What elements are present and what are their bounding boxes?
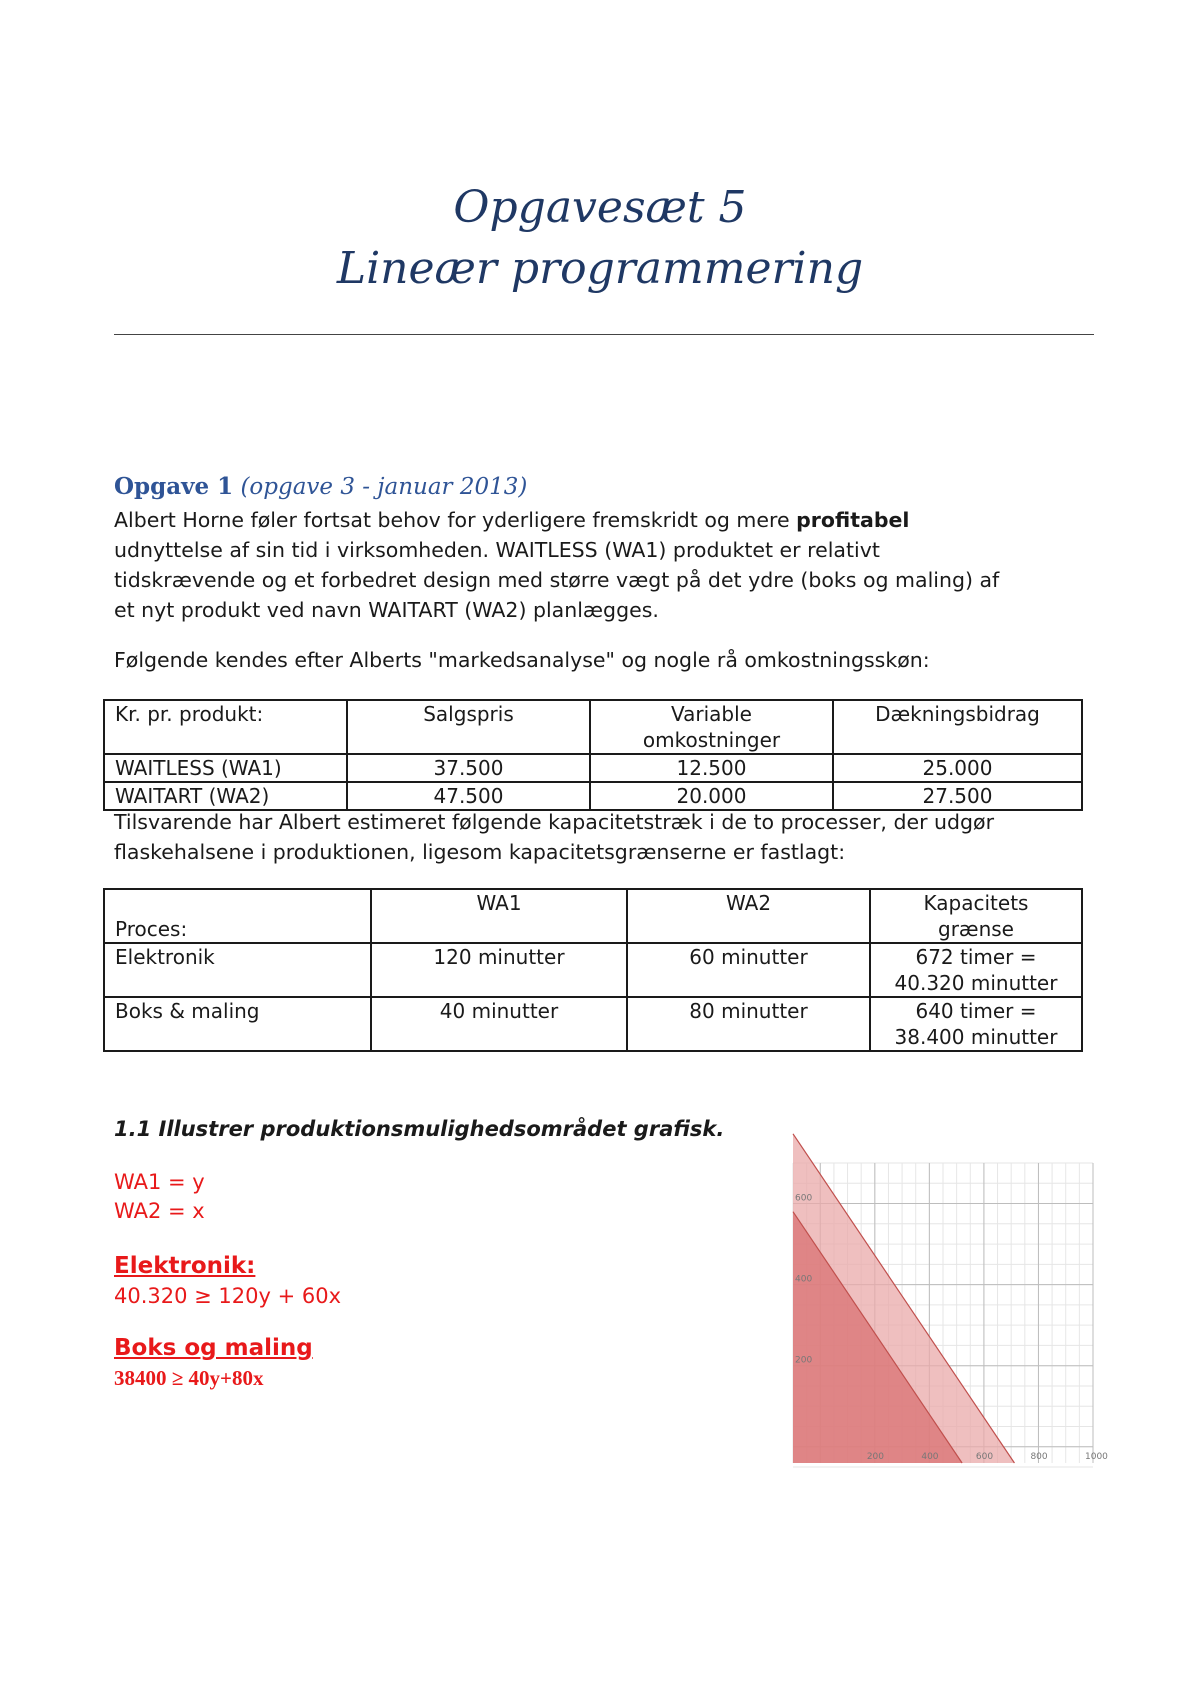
table-header-cell: WA1 — [371, 889, 627, 943]
boks-heading: Boks og maling — [114, 1335, 313, 1361]
table-row — [104, 889, 1082, 943]
following-line: Følgende kendes efter Alberts "markedsanalyse" og nogle rå omkostningsskøn: — [114, 648, 930, 672]
y-tick-label: 200 — [795, 1355, 813, 1366]
boks-block — [114, 1332, 313, 1392]
x-tick-label: 1000 — [1085, 1451, 1108, 1462]
table-header-cell: Dækningsbidrag — [833, 700, 1082, 754]
table-cell: 47.500 — [347, 782, 590, 810]
table-header-cell: Salgspris — [347, 700, 590, 754]
table-header-cell: Kapacitets grænse — [870, 889, 1082, 943]
doc-title-line2: Lineær programmering — [336, 243, 864, 294]
table-cell: 20.000 — [590, 782, 833, 810]
table-cell: WAITART (WA2) — [104, 782, 347, 810]
table-cell: 25.000 — [833, 754, 1082, 782]
capacity-paragraph — [114, 807, 1094, 867]
x-tick-label: 800 — [1030, 1451, 1048, 1462]
capacity-text-2: flaskehalsene i produktionen, ligesom kapacitetsgrænserne er fastlagt: — [114, 840, 846, 864]
table-cell: 37.500 — [347, 754, 590, 782]
table-cell: 27.500 — [833, 782, 1082, 810]
intro-text-2: udnyttelse af sin tid i virksomheden. WAITLESS (WA1) produktet er relativt — [114, 538, 880, 562]
table-header-cell: WA2 — [627, 889, 870, 943]
table-cell: 672 timer = 40.320 minutter — [870, 943, 1082, 997]
x-tick-label: 400 — [921, 1451, 939, 1462]
table-cell: 80 minutter — [627, 997, 870, 1051]
table-cell: 640 timer = 38.400 minutter — [870, 997, 1082, 1051]
capacity-table — [103, 888, 1083, 1052]
table-row — [104, 997, 1082, 1051]
wa2-definition: WA2 = x — [114, 1199, 205, 1223]
x-tick-label: 200 — [866, 1451, 885, 1462]
table-cell: 120 minutter — [371, 943, 627, 997]
boks-constraint: 38400 ≥ 40y+80x — [114, 1366, 264, 1390]
title-divider — [114, 334, 1094, 335]
x-tick-label: 600 — [975, 1451, 994, 1462]
table-header-cell: Kr. pr. produkt: — [104, 700, 347, 754]
elektronik-constraint: 40.320 ≥ 120y + 60x — [114, 1284, 342, 1308]
definitions — [114, 1168, 205, 1226]
table-cell: Elektronik — [104, 943, 371, 997]
subtask-heading: 1.1 Illustrer produktionsmulighedsområdet grafisk. — [114, 1117, 725, 1141]
wa1-definition: WA1 = y — [114, 1170, 205, 1194]
intro-paragraph — [114, 505, 1094, 625]
table-header-cell: Proces: — [104, 889, 371, 943]
doc-title-line1: Opgavesæt 5 — [453, 182, 747, 233]
elektronik-block — [114, 1250, 341, 1311]
y-tick-label: 400 — [795, 1274, 813, 1285]
table-cell: 60 minutter — [627, 943, 870, 997]
table-cell: 40 minutter — [371, 997, 627, 1051]
table-header-cell: Variable omkostninger — [590, 700, 833, 754]
y-tick-label: 600 — [795, 1193, 813, 1204]
table-row — [104, 782, 1082, 810]
table-cell: Boks & maling — [104, 997, 371, 1051]
table-row — [104, 754, 1082, 782]
intro-text-1: Albert Horne føler fortsat behov for yderligere fremskridt og mere — [114, 508, 790, 532]
table-row — [104, 943, 1082, 997]
intro-text-4: et nyt produkt ved navn WAITART (WA2) planlægges. — [114, 598, 659, 622]
feasible-region-chart — [793, 1163, 1108, 1463]
price-table — [103, 699, 1083, 811]
intro-bold-word: profitabel — [796, 508, 910, 532]
task-heading-source: (opgave 3 - januar 2013) — [240, 474, 528, 500]
task-heading-label: Opgave 1 — [114, 473, 234, 500]
following-text — [114, 645, 1094, 675]
capacity-text-1: Tilsvarende har Albert estimeret følgende kapacitetstræk i de to processer, der udgør — [114, 810, 994, 834]
table-cell: 12.500 — [590, 754, 833, 782]
task-heading — [114, 473, 527, 500]
table-cell: WAITLESS (WA1) — [104, 754, 347, 782]
table-row — [104, 700, 1082, 754]
intro-text-3: tidskrævende og et forbedret design med større vægt på det ydre (boks og maling) af — [114, 568, 1000, 592]
elektronik-heading: Elektronik: — [114, 1253, 256, 1279]
